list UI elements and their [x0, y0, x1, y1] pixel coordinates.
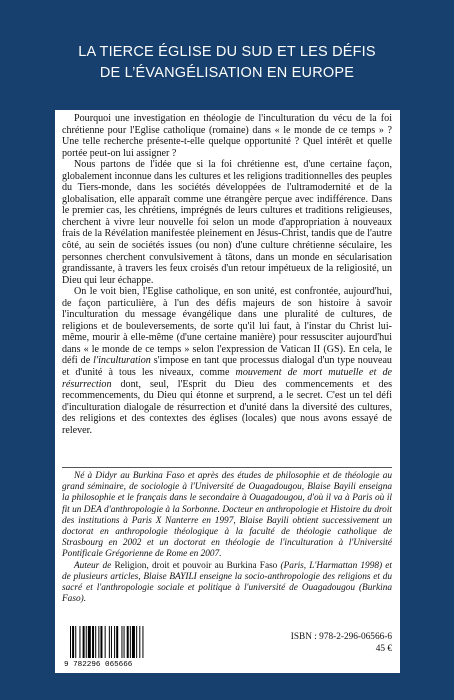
barcode-bar — [139, 626, 140, 658]
barcode-digits: 9 782296 065666 — [64, 661, 133, 668]
barcode-bar — [130, 626, 131, 658]
barcode-bar — [98, 626, 99, 658]
barcode-bar — [114, 626, 115, 658]
barcode-bar — [142, 626, 143, 658]
bio-paragraph-2: Auteur de Religion, droit et pouvoir au Burkina Faso (Paris, L'Harmattan 1998) et de plusieurs articles, Blaise BAYILI enseigne la socio-anthropologie des religions et du sacré et l'anthropologie sociale et politique à l'université de Ouagadougou (Burkina Faso). — [62, 560, 392, 605]
bio-paragraph-1: Né à Didyr au Burkina Faso et après des études de philosophie et de théologie au grand séminaire, de sociologie à l'Université de Ouagadougou, Blaise Bayili enseigna la philosophie et le français dans le secondaire à Ouagadougou, d'où il va à Paris où il fit un DEA d'anthropologie à la Sorbonne. Docteur en anthropologie et Histoire du droit des institutions à Paris X Nanterre en 1997, Blaise Bayili obtient successivement un doctorat en anthropologie théologique à la faculté de théologie catholique de Strasbourg en 2002 et un doctorat en théologie de l'inculturation à l'Université Pontificale Grégorienne de Rome en 2007. — [62, 471, 392, 560]
barcode-bar — [132, 626, 135, 658]
barcode-bar — [88, 626, 91, 658]
title-line-2: DE L’ÉVANGÉLISATION EN EUROPE — [99, 65, 355, 81]
title-line-1: LA TIERCE ÉGLISE DU SUD ET LES DÉFIS — [78, 44, 376, 60]
divider — [62, 467, 392, 468]
barcode-bar — [72, 626, 74, 658]
barcode-bar — [136, 626, 137, 658]
author-bio — [62, 471, 392, 605]
summary-text — [62, 113, 392, 436]
summary-paragraph-2: Nous partons de l'idée que si la foi chrétienne est, d'une certaine façon, globalement inconnue dans les cultures et les religions traditionnelles des peuples du Tiers-monde, dans les sociétés développées de l'ultramodernité et de la globalisation, elle apparaît comme une étrangère perçue avec indifférence. Dans le premier cas, les chrétiens, imprégnés de leurs cultures et traditions religieuses, cherchent à vivre leur nouvelle foi selon un mode d'appropriation à nouveaux frais de la Révélation manifestée pleinement en Jésus-Christ, tandis que de l'autre côté, au sein de sociétés issues (ou non) d'une culture chrétienne séculaire, les personnes cherchent convulsivement à tâtons, dans un monde en sécularisation grandissante, à travers les feux croisés d'un retour impétueux de la religiosité, un Dieu qui leur échappe. — [62, 159, 392, 286]
barcode-bar — [116, 626, 118, 658]
barcode-bar — [105, 626, 106, 658]
price: 45 € — [375, 644, 392, 654]
barcode-bar — [124, 626, 125, 658]
summary-paragraph-1: Pourquoi une investigation en théologie de l'inculturation du vécu de la foi chrétienne pour l'Eglise catholique (romaine) dans « le monde de ce temps » ? Une telle recherche présente-t-elle quelque opportunité ? Quel intérêt et quelle portée peut-on lui assigner ? — [62, 113, 392, 159]
barcode-bar — [86, 626, 87, 658]
barcode-bar — [95, 626, 96, 658]
back-cover-panel — [55, 110, 400, 673]
barcode-bar — [79, 626, 80, 658]
barcode-bar — [83, 626, 85, 658]
barcode-bar — [127, 626, 129, 658]
barcode-bar — [70, 626, 71, 658]
barcode-bar — [100, 626, 102, 658]
barcode — [62, 624, 170, 668]
isbn-price-block — [291, 631, 392, 655]
barcode-bar — [121, 626, 122, 658]
book-title — [0, 42, 454, 84]
barcode-bar — [111, 626, 112, 658]
isbn-code: ISBN : 978-2-296-06566-6 — [290, 632, 392, 642]
barcode-bar — [92, 626, 94, 658]
barcode-bar — [75, 626, 76, 658]
summary-paragraph-3: On le voit bien, l'Eglise catholique, en son unité, est confrontée, aujourd'hui, de façon particulière, à l'un des défis majeurs de son histoire à savoir l'inculturation du message évangélique dans une pluralité de cultures, de religions et de bouleversements, de sorte qu'il lui faut, à l'instar du Christ lui-même, mourir à elle-même (d'une certaine manière) pour ressusciter aujourd'hui dans « le monde de ce temps » selon l'expression de Vatican II (GS). En cela, le défi de l'inculturation s'impose en tant que processus dialogal d'un type nouveau et d'unité à tous les niveaux, comme mouvement de mort mutuelle et de résurrection dont, seul, l'Esprit du Dieu des commencements et des recommencements, du Dieu qui étonne et surprend, a le secret. C'est un tel défi d'inculturation dialogale de résurrection et d'unité dans la diversité des cultures, des religions et des contextes des églises (locales) que nous avons essayé de relever. — [62, 286, 393, 436]
barcode-bar — [109, 626, 110, 658]
